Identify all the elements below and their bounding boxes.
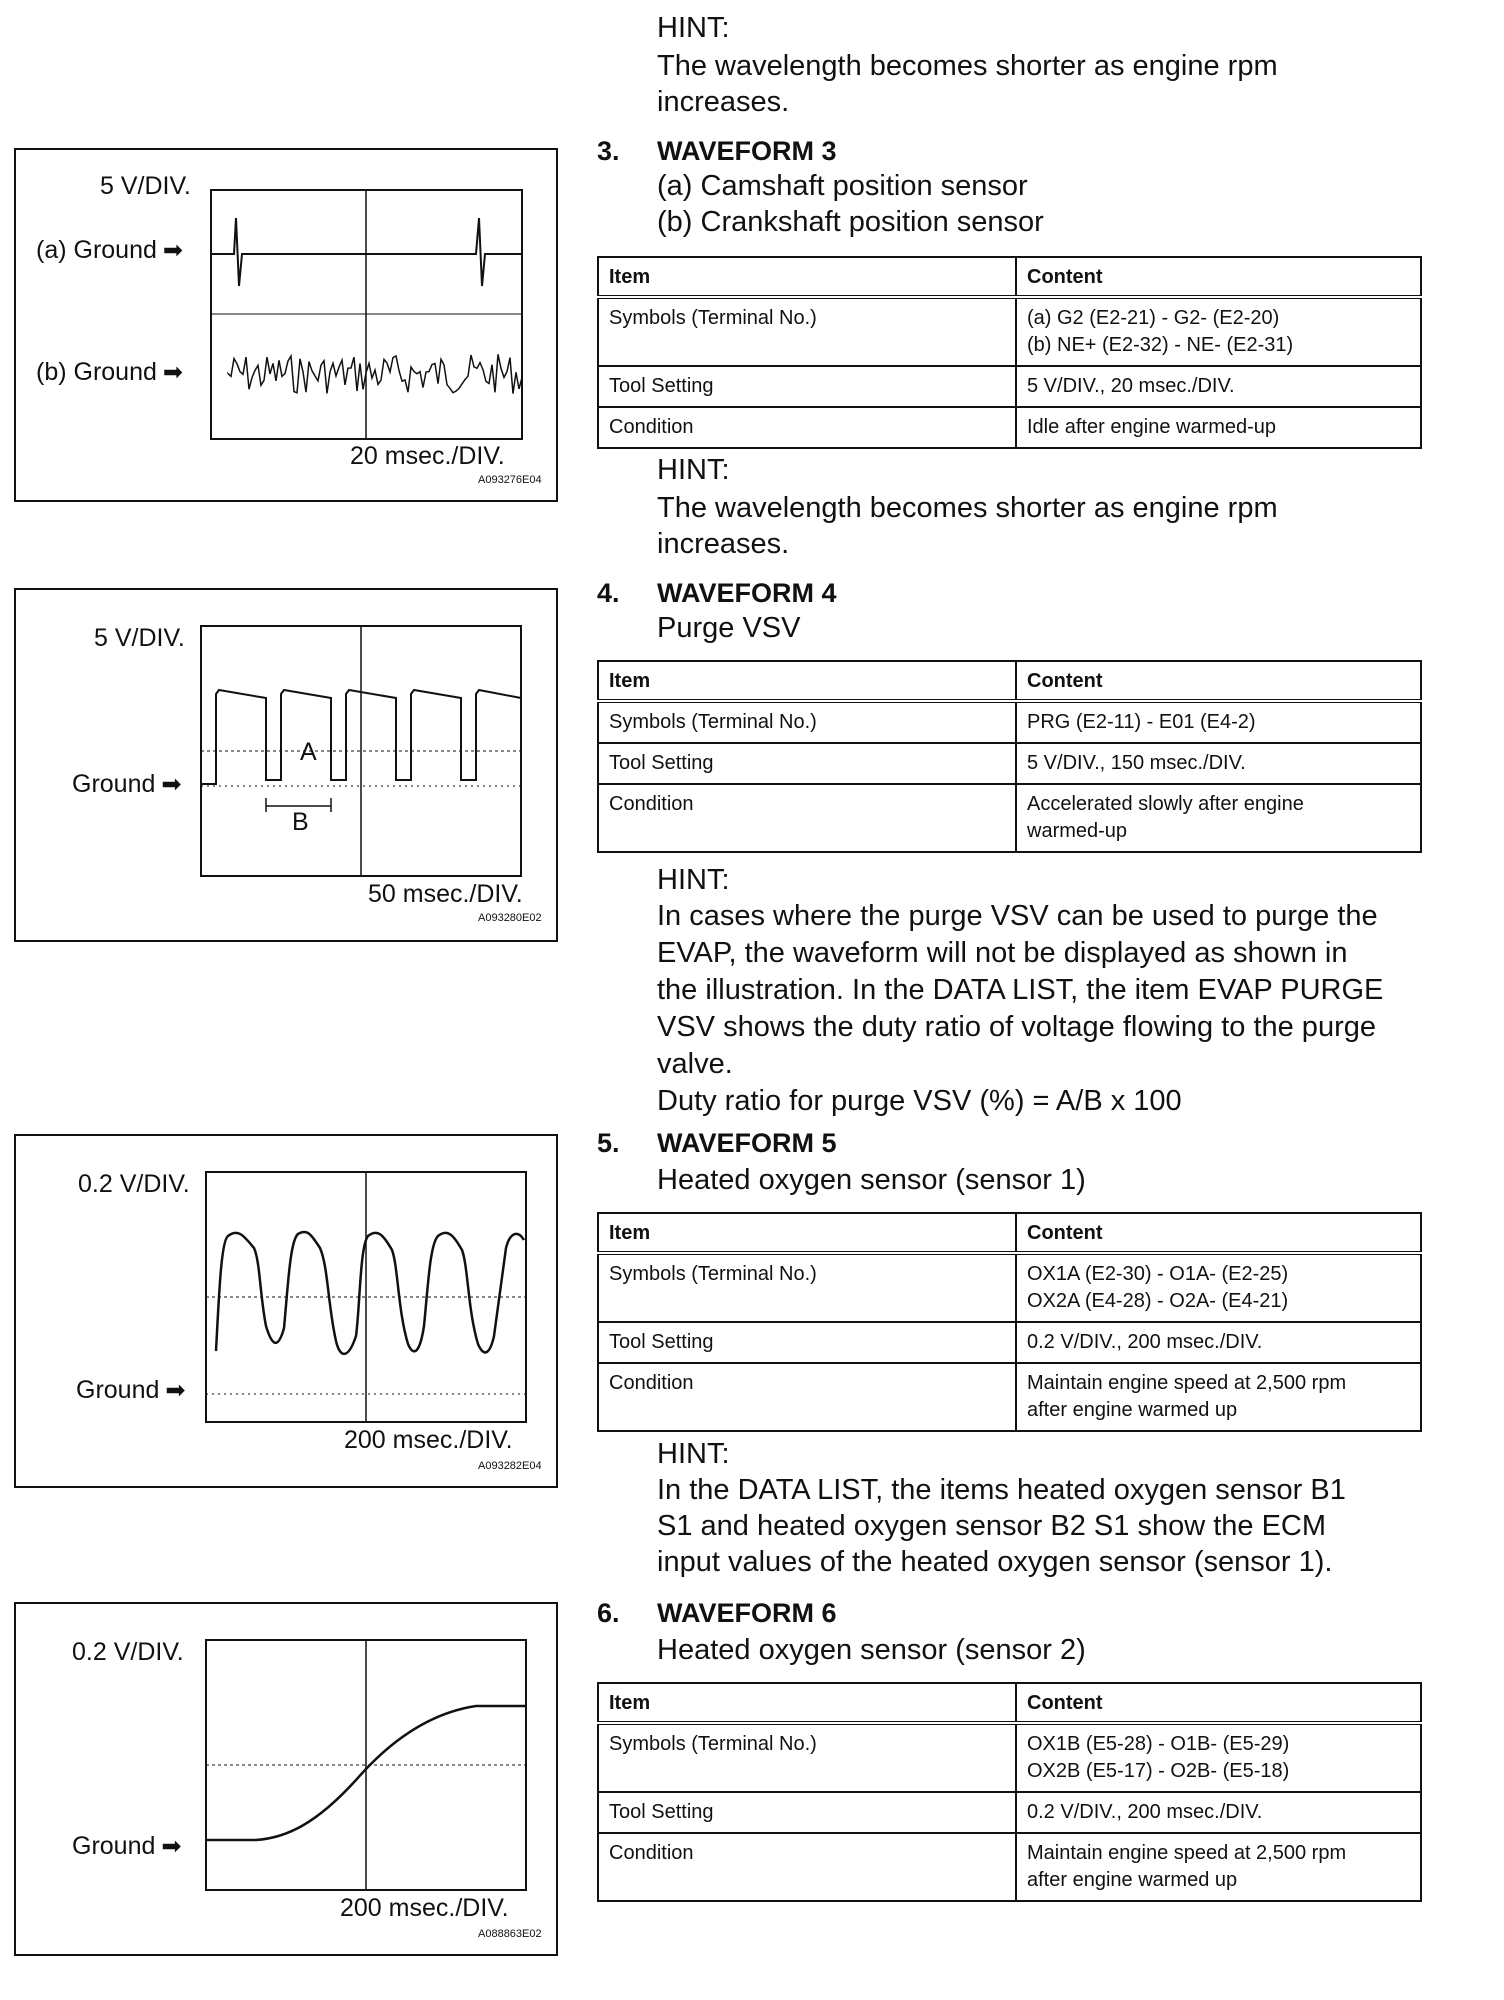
row-content: 5 V/DIV., 20 msec./DIV. [1016,366,1421,407]
arrow-right-icon: ➡ [162,359,183,386]
row-content: 5 V/DIV., 150 msec./DIV. [1016,743,1421,784]
table-row [598,1322,1421,1363]
figure-code: A093282E04 [478,1460,542,1472]
table-row [598,784,1421,852]
duty-ratio-formula: Duty ratio for purge VSV (%) = A/B x 100 [657,1085,1182,1117]
row-item: Tool Setting [598,366,1016,407]
row-content [1016,784,1421,852]
table-header-row [598,1683,1421,1723]
row-item: Tool Setting [598,1322,1016,1363]
figure-waveform-6 [14,1602,558,1956]
row-content [1016,1253,1421,1322]
row-item: Condition [598,407,1016,448]
row-content-line: warmed-up [1027,820,1128,842]
section-4-number: 4. [597,578,620,608]
figure-waveform-3 [14,148,558,502]
section-6-number: 6. [597,1598,620,1628]
row-item: Tool Setting [598,1792,1016,1833]
table-row [598,297,1421,366]
section-4-sub: Purge VSV [657,612,801,644]
section-3-title: WAVEFORM 3 [657,136,837,166]
o2-sensor1-waveform [216,1232,524,1354]
hint4-line: In cases where the purge VSV can be used to purge the [657,900,1378,932]
row-item: Symbols (Terminal No.) [598,1253,1016,1322]
table-row [598,1792,1421,1833]
hint4-line: the illustration. In the DATA LIST, the item EVAP PURGE [657,974,1384,1006]
figure-code: A093276E04 [478,474,542,486]
volt-div-label: 0.2 V/DIV. [72,1638,184,1666]
section-6-title: WAVEFORM 6 [657,1598,837,1628]
hint5-label: HINT: [657,1438,730,1470]
volt-div-label: 5 V/DIV. [94,624,185,652]
arrow-right-icon: ➡ [161,771,182,798]
header-content: Content [1016,1213,1421,1253]
ground-b-label: (b) Ground ➡ [36,358,183,386]
row-content-line: after engine warmed up [1027,1399,1238,1421]
row-content-line: Maintain engine speed at 2,500 rpm [1027,1372,1347,1394]
row-content: Idle after engine warmed-up [1016,407,1421,448]
marker-a: A [300,738,317,766]
table-header-row [598,1213,1421,1253]
table-header-row [598,257,1421,297]
row-content-line: OX1B (E5-28) - O1B- (E5-29) [1027,1733,1290,1755]
hint5-line: S1 and heated oxygen sensor B2 S1 show the ECM [657,1510,1327,1542]
ground-label: Ground ➡ [76,1376,186,1404]
row-content [1016,1363,1421,1431]
row-content [1016,1723,1421,1792]
hint4-line: VSV shows the duty ratio of voltage flowing to the purge [657,1011,1376,1043]
time-div-label: 20 msec./DIV. [350,442,505,470]
row-item: Symbols (Terminal No.) [598,297,1016,366]
row-content [1016,297,1421,366]
hint3-line1: The wavelength becomes shorter as engine rpm [657,492,1278,524]
figure-code: A088863E02 [478,1928,542,1940]
volt-div-label: 5 V/DIV. [100,172,191,200]
table-row [598,366,1421,407]
figure-code: A093280E02 [478,912,542,924]
row-content-line: (a) G2 (E2-21) - G2- (E2-20) [1027,307,1280,329]
row-item: Condition [598,1363,1016,1431]
crankshaft-noise-trace [228,354,522,393]
header-item: Item [598,1213,1016,1253]
header-item: Item [598,1683,1016,1723]
crankshaft-waveform [228,354,522,393]
section-6-table [597,1682,1422,1902]
row-content-line: after engine warmed up [1027,1869,1238,1891]
header-item: Item [598,661,1016,701]
hint-top-label: HINT: [657,12,730,44]
table-row [598,1253,1421,1322]
figure-waveform-4 [14,588,558,942]
section-6-sub: Heated oxygen sensor (sensor 2) [657,1634,1086,1666]
arrow-right-icon: ➡ [161,1833,182,1860]
header-content: Content [1016,1683,1421,1723]
hint-top-line2: increases. [657,86,790,118]
hint4-label: HINT: [657,864,730,896]
table-row [598,1723,1421,1792]
hint3-line2: increases. [657,528,790,560]
arrow-right-icon: ➡ [162,237,183,264]
volt-div-label: 0.2 V/DIV. [78,1170,190,1198]
hint4-line: EVAP, the waveform will not be displayed as shown in [657,937,1348,969]
ground-a-label: (a) Ground ➡ [36,236,183,264]
header-content: Content [1016,661,1421,701]
row-content: PRG (E2-11) - E01 (E4-2) [1016,701,1421,743]
section-5-sub: Heated oxygen sensor (sensor 1) [657,1164,1086,1196]
section-3-sub-b: (b) Crankshaft position sensor [657,206,1044,238]
row-content [1016,1833,1421,1901]
marker-b: B [292,808,309,836]
section-3-number: 3. [597,136,620,166]
section-5-table [597,1212,1422,1432]
row-content-line: Maintain engine speed at 2,500 rpm [1027,1842,1347,1864]
ground-label: Ground ➡ [72,770,182,798]
row-item: Condition [598,784,1016,852]
header-content: Content [1016,257,1421,297]
table-row [598,407,1421,448]
row-content-line: OX1A (E2-30) - O1A- (E2-25) [1027,1263,1289,1285]
section-5-title: WAVEFORM 5 [657,1128,837,1158]
ground-label: Ground ➡ [72,1832,182,1860]
hint5-line: input values of the heated oxygen sensor (sensor 1). [657,1546,1333,1578]
row-content-line: (b) NE+ (E2-32) - NE- (E2-31) [1027,334,1294,356]
row-item: Symbols (Terminal No.) [598,1723,1016,1792]
row-content-line: OX2A (E4-28) - O2A- (E4-21) [1027,1290,1289,1312]
arrow-right-icon: ➡ [165,1377,186,1404]
row-item: Tool Setting [598,743,1016,784]
table-row [598,1363,1421,1431]
hint3-label: HINT: [657,454,730,486]
row-content: 0.2 V/DIV., 200 msec./DIV. [1016,1792,1421,1833]
table-row [598,701,1421,743]
table-row [598,1833,1421,1901]
row-content-line: OX2B (E5-17) - O2B- (E5-18) [1027,1760,1290,1782]
section-3-table [597,256,1422,449]
hint5-line: In the DATA LIST, the items heated oxygen sensor B1 [657,1474,1346,1506]
row-content: 0.2 V/DIV., 200 msec./DIV. [1016,1322,1421,1363]
table-header-row [598,661,1421,701]
section-3-sub-a: (a) Camshaft position sensor [657,170,1028,202]
time-div-label: 50 msec./DIV. [368,880,523,908]
row-content-line: Accelerated slowly after engine [1027,793,1304,815]
figure-waveform-5 [14,1134,558,1488]
header-item: Item [598,257,1016,297]
section-4-title: WAVEFORM 4 [657,578,837,608]
section-4-table [597,660,1422,853]
hint-top-line1: The wavelength becomes shorter as engine rpm [657,50,1278,82]
time-div-label: 200 msec./DIV. [340,1894,509,1922]
hint4-line: valve. [657,1048,733,1080]
table-row [598,743,1421,784]
section-5-number: 5. [597,1128,620,1158]
row-item: Symbols (Terminal No.) [598,701,1016,743]
time-div-label: 200 msec./DIV. [344,1426,513,1454]
row-item: Condition [598,1833,1016,1901]
